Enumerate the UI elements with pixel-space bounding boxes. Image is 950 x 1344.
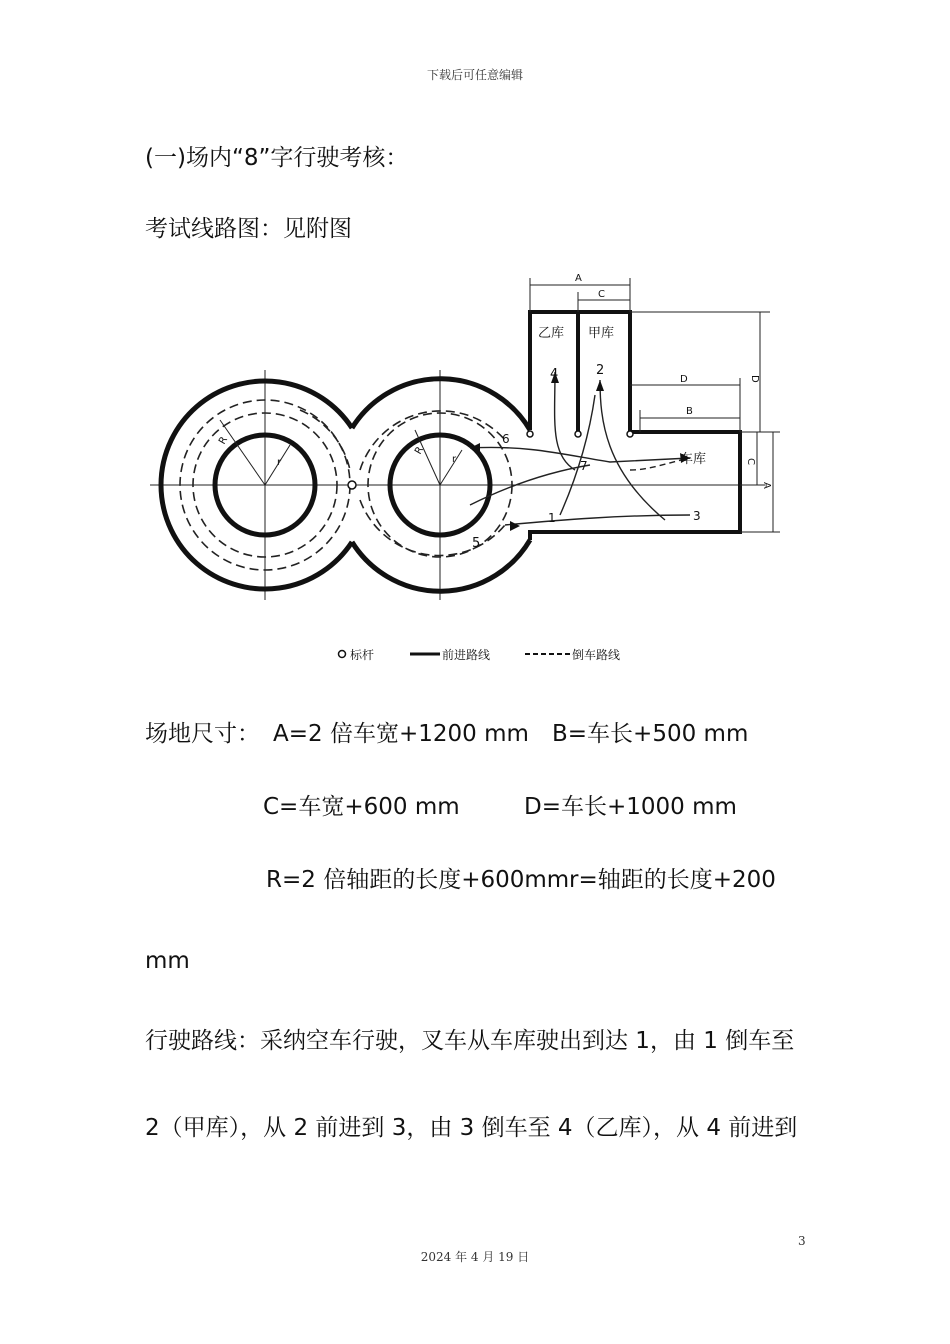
label-che-ku: 车库: [680, 452, 707, 467]
section-title: (一)场内“8”字行驶考核：: [145, 145, 409, 171]
route-paragraph-line-1: 行驶路线：采纳空车行驶，叉车从车库驶出到达 1，由 1 倒车至: [145, 1028, 795, 1054]
label-R-right: R: [413, 444, 427, 457]
legend: [339, 647, 621, 662]
legend-marker-label: 标杆: [350, 648, 375, 662]
label-dim-C-right: C: [745, 458, 756, 465]
dimension-lines: [530, 278, 780, 532]
legend-forward-label: 前进路线: [442, 648, 491, 662]
route-map-label: 考试线路图：见附图: [145, 216, 352, 242]
label-dim-C-top: C: [598, 289, 605, 300]
dim-b-text: B=车长+500 mm: [552, 721, 749, 747]
dim-R-text: R=2 倍轴距的长度+600mm: [266, 867, 570, 893]
label-dim-B: B: [686, 406, 693, 417]
dim-d-text: D=车长+1000 mm: [524, 794, 737, 820]
page-number: 3: [798, 1234, 806, 1248]
dim-r-wrap-text: mm: [145, 948, 190, 974]
label-point-7: 7: [580, 459, 588, 473]
label-point-6: 6: [502, 432, 510, 446]
label-jia-ku: 甲库: [588, 326, 615, 341]
page-header: 下载后可任意编辑: [426, 68, 523, 82]
label-point-4: 4: [550, 367, 559, 382]
label-yi-ku: 乙库: [538, 326, 565, 341]
route-paragraph-line-2: 2（甲库），从 2 前进到 3，由 3 倒车至 4（乙库），从 4 前进到: [145, 1115, 798, 1141]
dims-label: 场地尺寸：: [145, 721, 260, 747]
dim-r-text: r=轴距的长度+200: [569, 867, 776, 893]
label-r-left: r: [277, 457, 282, 468]
label-point-1: 1: [548, 511, 556, 525]
label-point-5: 5: [472, 536, 481, 551]
garage-outline: [530, 312, 740, 540]
label-point-3: 3: [693, 509, 701, 523]
label-dim-D: D: [680, 374, 688, 385]
label-dim-A-right: A: [761, 482, 772, 489]
figure-8-route-diagram: [140, 265, 800, 675]
footer-date: 2024 年 4 月 19 日: [420, 1250, 530, 1264]
label-R-left: R: [217, 434, 231, 447]
label-r-right: r: [452, 454, 457, 465]
label-dim-D-vertical: D: [749, 375, 760, 383]
dim-c-text: C=车宽+600 mm: [263, 794, 460, 820]
legend-reverse-label: 倒车路线: [572, 648, 621, 662]
label-point-2: 2: [596, 363, 605, 378]
label-dim-A: A: [575, 273, 582, 284]
radius-lines: [220, 420, 462, 485]
legend-marker-icon: [339, 651, 346, 658]
dim-a-text: A=2 倍车宽+1200 mm: [273, 721, 529, 747]
